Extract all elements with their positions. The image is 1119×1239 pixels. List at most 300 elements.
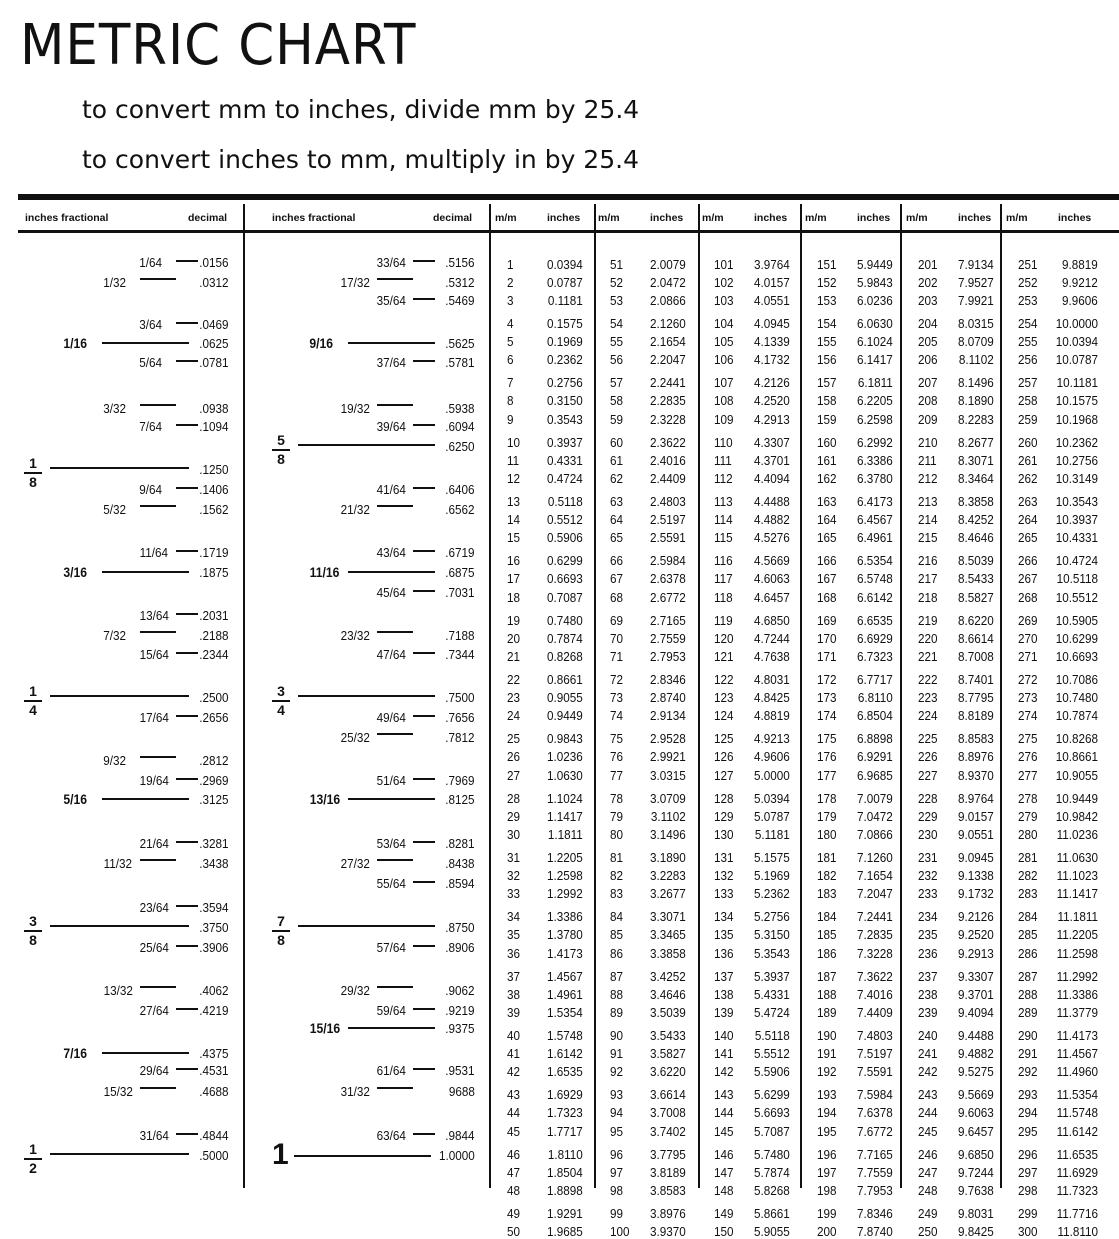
inch-value: 6.0236: [857, 292, 893, 308]
fraction-label: 47/64: [376, 647, 406, 662]
leader-line: [413, 487, 435, 489]
mm-value: 85: [610, 927, 624, 943]
leader-line: [298, 444, 435, 446]
mm-value: 252: [1018, 274, 1038, 290]
inch-value: 3.1890: [650, 849, 686, 865]
inch-value: 10.5118: [1056, 571, 1098, 587]
inch-value: 11.2992: [1056, 968, 1098, 984]
mm-value: 186: [817, 945, 837, 961]
stacked-fraction: [24, 684, 42, 718]
fraction-label: 7/32: [103, 628, 127, 643]
mm-value: 172: [817, 671, 837, 687]
inch-value: 2.8740: [650, 690, 686, 706]
inch-value: 3.7008: [650, 1105, 686, 1121]
inch-value: 3.9764: [754, 256, 790, 272]
inch-value: 7.4803: [857, 1027, 893, 1043]
inch-value: 10.5905: [1055, 612, 1098, 628]
leader-line: [413, 590, 435, 592]
mm-value: 188: [817, 986, 837, 1002]
inch-value: 1.2598: [547, 868, 583, 884]
leader-line: [102, 798, 189, 800]
mm-value: 149: [714, 1205, 734, 1221]
leader-line: [377, 278, 413, 280]
fraction-label: 41/64: [376, 482, 406, 497]
inch-value: 8.3071: [958, 452, 994, 468]
mm-value: 291: [1018, 1046, 1038, 1062]
decimal-value: .8438: [445, 856, 475, 871]
inch-value: 9.7638: [958, 1182, 994, 1198]
inch-value: 0.2756: [547, 375, 583, 391]
inch-value: 4.6850: [754, 612, 790, 628]
fraction-label: 23/64: [139, 900, 169, 915]
leader-line: [348, 1027, 435, 1029]
leader-line: [102, 342, 189, 344]
mm-value: 276: [1018, 749, 1038, 765]
mm-value: 264: [1018, 512, 1038, 528]
inch-value: 5.1181: [755, 826, 790, 842]
inch-value: 9.1732: [958, 886, 994, 902]
fraction-label: 61/64: [376, 1063, 406, 1078]
inch-value: 1.4173: [547, 945, 583, 961]
mm-value: 48: [507, 1182, 521, 1198]
mm-value: 153: [817, 292, 837, 308]
leader-line: [294, 1155, 431, 1157]
inch-value: 10.3937: [1055, 512, 1098, 528]
fraction-label: 1/64: [139, 255, 163, 270]
mm-value: 207: [918, 375, 938, 391]
stacked-fraction: [24, 1142, 42, 1176]
inch-value: 0.3937: [547, 434, 583, 450]
inch-value: 7.1260: [857, 849, 893, 865]
header-inches: inches: [547, 212, 581, 224]
header-inches: inches: [857, 212, 891, 224]
inch-value: 0.5906: [547, 530, 583, 546]
leader-line: [50, 1153, 189, 1155]
mm-value: 121: [714, 648, 734, 664]
leader-line: [140, 986, 176, 988]
mm-value: 185: [817, 927, 837, 943]
leader-line: [140, 859, 176, 861]
fraction-denominator: 8: [277, 932, 285, 948]
inch-value: 5.5118: [755, 1027, 790, 1043]
mm-value: 18: [507, 589, 521, 605]
inch-value: 5.7480: [754, 1146, 790, 1162]
inch-value: 10.6299: [1055, 630, 1098, 646]
mm-value: 202: [918, 274, 938, 290]
mm-value: 290: [1018, 1027, 1038, 1043]
inch-value: 8.9764: [958, 790, 994, 806]
mm-value: 39: [507, 1004, 521, 1020]
fraction-label: 3/16: [63, 565, 87, 580]
mm-value: 236: [918, 945, 938, 961]
mm-value: 269: [1018, 612, 1038, 628]
mm-value: 262: [1018, 470, 1038, 486]
decimal-value: .6406: [445, 482, 475, 497]
mm-value: 135: [714, 927, 734, 943]
inch-value: 4.0945: [754, 315, 790, 331]
decimal-value: .3594: [199, 900, 229, 915]
mm-value: 205: [918, 334, 938, 350]
decimal-value: .4219: [199, 1003, 229, 1018]
inch-value: 10.4724: [1055, 553, 1098, 569]
mm-value: 189: [817, 1004, 837, 1020]
fraction-label: 1/16: [63, 336, 87, 351]
inch-value: 2.4803: [650, 493, 686, 509]
inch-value: 0.9055: [547, 690, 583, 706]
mm-value: 267: [1018, 571, 1038, 587]
leader-line: [140, 1087, 176, 1089]
inch-value: 11.3386: [1056, 986, 1098, 1002]
decimal-value: .7969: [445, 773, 475, 788]
inch-value: 5.9843: [857, 274, 893, 290]
fraction-label: 31/32: [340, 1084, 370, 1099]
leader-line: [413, 881, 435, 883]
decimal-value: .7500: [445, 690, 475, 705]
inch-value: 11.4567: [1056, 1046, 1098, 1062]
inch-value: 7.8346: [857, 1205, 893, 1221]
inch-value: 5.0394: [754, 790, 790, 806]
fraction-label: 19/64: [139, 773, 169, 788]
inch-value: 8.8189: [958, 708, 994, 724]
leader-line: [413, 778, 435, 780]
decimal-value: .8750: [445, 920, 475, 935]
mm-value: 66: [610, 553, 624, 569]
inch-value: 6.0630: [857, 315, 893, 331]
inch-value: 2.9134: [650, 708, 686, 724]
inch-value: 10.2362: [1055, 434, 1098, 450]
mm-value: 191: [817, 1046, 837, 1062]
inch-value: 10.9449: [1055, 790, 1098, 806]
decimal-value: .0625: [199, 336, 229, 351]
inch-value: 8.4252: [958, 512, 994, 528]
inch-value: 0.3543: [547, 411, 583, 427]
mm-value: 242: [918, 1064, 938, 1080]
mm-value: 150: [714, 1224, 734, 1239]
decimal-value: .9219: [445, 1003, 475, 1018]
instruction-mm-to-inches: to convert mm to inches, divide mm by 25.4: [82, 95, 640, 124]
decimal-value: .0781: [199, 355, 229, 370]
inch-value: 8.3858: [958, 493, 994, 509]
mm-value: 34: [507, 909, 521, 925]
inch-value: 9.4488: [958, 1027, 994, 1043]
mm-value: 268: [1018, 589, 1038, 605]
mm-value: 174: [817, 708, 837, 724]
inch-value: 6.6929: [857, 630, 893, 646]
mm-value: 273: [1018, 690, 1038, 706]
inch-value: 6.1811: [858, 375, 893, 391]
leader-line: [176, 1008, 198, 1010]
mm-value: 284: [1018, 909, 1038, 925]
fraction-denominator: 4: [277, 702, 285, 718]
inch-value: 9.6457: [958, 1123, 994, 1139]
mm-value: 187: [817, 968, 837, 984]
inch-value: 1.5748: [547, 1027, 583, 1043]
mm-value: 84: [610, 909, 624, 925]
stacked-fraction: [24, 914, 42, 948]
leader-line: [50, 467, 189, 469]
fraction-label: 15/16: [309, 1021, 341, 1036]
leader-line: [176, 487, 198, 489]
decimal-value: .0312: [199, 275, 229, 290]
mm-value: 138: [714, 986, 734, 1002]
inch-value: 5.7087: [754, 1123, 790, 1139]
decimal-value: .0938: [199, 401, 229, 416]
inch-value: 5.3543: [754, 945, 790, 961]
mm-value: 176: [817, 749, 837, 765]
mm-value: 47: [507, 1164, 521, 1180]
mm-value: 99: [610, 1205, 624, 1221]
fraction-label: 15/32: [103, 1084, 133, 1099]
mm-value: 146: [714, 1146, 734, 1162]
inch-value: 10.3149: [1055, 470, 1098, 486]
mm-value: 126: [714, 749, 734, 765]
decimal-value: .1875: [199, 565, 229, 580]
mm-value: 114: [714, 512, 733, 528]
mm-value: 210: [918, 434, 938, 450]
page-title: METRIC CHART: [20, 13, 417, 78]
leader-line: [102, 1052, 189, 1054]
mm-value: 237: [918, 968, 938, 984]
inch-value: 5.5906: [754, 1064, 790, 1080]
inch-value: 6.4961: [857, 530, 893, 546]
leader-line: [176, 841, 198, 843]
decimal-value: .5781: [445, 355, 475, 370]
header-inches-fractional: inches fractional: [272, 212, 356, 224]
mm-value: 145: [714, 1123, 734, 1139]
mm-value: 105: [714, 334, 734, 350]
mm-value: 40: [507, 1027, 521, 1043]
decimal-value: .7656: [445, 710, 475, 725]
fraction-denominator: 8: [277, 451, 285, 467]
mm-value: 246: [918, 1146, 938, 1162]
mm-value: 35: [507, 927, 521, 943]
mm-value: 233: [918, 886, 938, 902]
inch-value: 11.5748: [1056, 1105, 1098, 1121]
inch-value: 6.2598: [857, 411, 893, 427]
inch-value: 4.3307: [754, 434, 790, 450]
leader-line: [377, 631, 413, 633]
fraction-label: 57/64: [376, 940, 406, 955]
leader-line: [176, 715, 198, 717]
mm-value: 91: [610, 1046, 624, 1062]
mm-value: 31: [507, 849, 521, 865]
mm-value: 37: [507, 968, 521, 984]
inch-value: 11.1023: [1056, 868, 1098, 884]
inch-value: 4.2520: [754, 393, 790, 409]
inch-value: 8.2283: [958, 411, 994, 427]
header-mm: m/m: [805, 212, 827, 224]
mm-value: 54: [610, 315, 624, 331]
mm-value: 70: [610, 630, 624, 646]
mm-value: 281: [1018, 849, 1038, 865]
mm-value: 81: [610, 849, 624, 865]
inch-value: 5.1575: [754, 849, 790, 865]
inch-value: 4.9213: [754, 731, 790, 747]
mm-value: 263: [1018, 493, 1038, 509]
mm-value: 74: [610, 708, 624, 724]
mm-value: 95: [610, 1123, 624, 1139]
leader-line: [348, 342, 435, 344]
decimal-value: .5156: [445, 255, 475, 270]
mm-value: 169: [817, 612, 837, 628]
inch-value: 0.4724: [547, 470, 583, 486]
fraction-label: 37/64: [376, 355, 406, 370]
mm-value: 232: [918, 868, 938, 884]
leader-line: [176, 1133, 198, 1135]
inch-value: 1.2992: [547, 886, 583, 902]
inch-value: 10.2756: [1055, 452, 1098, 468]
decimal-value: .5000: [199, 1148, 229, 1163]
inch-value: 3.4252: [650, 968, 686, 984]
leader-line: [413, 298, 435, 300]
fraction-numerator: 7: [277, 913, 285, 929]
mm-value: 300: [1018, 1224, 1038, 1239]
mm-value: 193: [817, 1087, 837, 1103]
mm-value: 22: [507, 671, 521, 687]
header-decimal: decimal: [188, 212, 228, 224]
inch-value: 3.2677: [650, 886, 686, 902]
mm-value: 203: [918, 292, 938, 308]
fraction-label: 27/32: [340, 856, 370, 871]
mm-value: 97: [610, 1164, 624, 1180]
inch-value: 0.6693: [547, 571, 583, 587]
mm-value: 299: [1018, 1205, 1038, 1221]
inch-value: 8.1496: [958, 375, 994, 391]
mm-value: 212: [918, 470, 938, 486]
mm-value: 184: [817, 909, 837, 925]
inch-value: 1.6142: [547, 1046, 583, 1062]
mm-value: 271: [1018, 648, 1038, 664]
mm-value: 102: [714, 274, 734, 290]
inch-value: 4.4488: [754, 493, 790, 509]
inch-value: 6.8898: [857, 731, 893, 747]
inch-value: 8.7795: [958, 690, 994, 706]
decimal-value: .1094: [199, 419, 229, 434]
inch-value: 9.3307: [958, 968, 994, 984]
mm-value: 108: [714, 393, 734, 409]
inch-value: 6.9291: [857, 749, 893, 765]
header-mm: m/m: [906, 212, 928, 224]
fraction-label: 33/64: [376, 255, 406, 270]
mm-value: 92: [610, 1064, 624, 1080]
inch-value: 4.8819: [754, 708, 790, 724]
inch-value: 7.3228: [857, 945, 893, 961]
inch-value: 5.3150: [754, 927, 790, 943]
inch-value: 9.7244: [958, 1164, 994, 1180]
inch-value: 2.2047: [650, 352, 686, 368]
mm-value: 211: [918, 452, 937, 468]
mm-value: 11: [507, 452, 520, 468]
fraction-label: 1/32: [103, 275, 127, 290]
mm-value: 132: [714, 868, 734, 884]
mm-value: 112: [714, 470, 733, 486]
inch-value: 6.3386: [857, 452, 893, 468]
mm-value: 96: [610, 1146, 624, 1162]
mm-value: 122: [714, 671, 734, 687]
decimal-value: .2344: [199, 647, 229, 662]
inch-value: 4.1732: [754, 352, 790, 368]
mm-value: 148: [714, 1182, 734, 1198]
mm-value: 230: [918, 826, 938, 842]
mm-value: 266: [1018, 553, 1038, 569]
inch-value: 4.4094: [754, 470, 790, 486]
mm-value: 141: [714, 1046, 734, 1062]
mm-value: 71: [610, 648, 624, 664]
mm-value: 214: [918, 512, 938, 528]
fraction-label: 19/32: [340, 401, 370, 416]
inch-value: 2.1260: [650, 315, 686, 331]
inch-value: 11.6929: [1056, 1164, 1098, 1180]
stacked-fraction: [272, 684, 290, 718]
mm-value: 7: [507, 375, 514, 391]
fraction-label: 11/16: [309, 565, 340, 580]
leader-line: [176, 1068, 198, 1070]
inch-value: 7.0079: [857, 790, 893, 806]
mm-value: 270: [1018, 630, 1038, 646]
mm-value: 67: [610, 571, 624, 587]
inch-value: 4.8031: [754, 671, 790, 687]
inch-value: 5.5512: [754, 1046, 790, 1062]
inch-value: 9.5275: [958, 1064, 994, 1080]
inch-value: 9.3701: [958, 986, 994, 1002]
mm-value: 89: [610, 1004, 624, 1020]
inch-value: 5.6693: [754, 1105, 790, 1121]
leader-line: [413, 841, 435, 843]
mm-value: 134: [714, 909, 734, 925]
header-inches: inches: [958, 212, 992, 224]
inch-value: 6.2992: [857, 434, 893, 450]
inch-value: 1.3386: [547, 909, 583, 925]
header-mm: m/m: [702, 212, 724, 224]
mm-value: 53: [610, 292, 624, 308]
leader-line: [176, 778, 198, 780]
leader-line: [413, 424, 435, 426]
mm-value: 128: [714, 790, 734, 806]
decimal-value: .7812: [445, 730, 475, 745]
mm-value: 250: [918, 1224, 938, 1239]
mm-value: 293: [1018, 1087, 1038, 1103]
header-mm: m/m: [495, 212, 517, 224]
inch-value: 0.8661: [547, 671, 583, 687]
decimal-value: .3438: [199, 856, 229, 871]
mm-value: 42: [507, 1064, 521, 1080]
decimal-value: .8906: [445, 940, 475, 955]
decimal-value: .0469: [199, 317, 229, 332]
inch-value: 5.0787: [754, 808, 790, 824]
inch-value: 5.8268: [754, 1182, 790, 1198]
leader-line: [413, 1008, 435, 1010]
leader-line: [413, 360, 435, 362]
header-decimal: decimal: [433, 212, 473, 224]
inch-value: 9.0157: [958, 808, 994, 824]
decimal-value: .6719: [445, 545, 475, 560]
inch-value: 3.3858: [650, 945, 686, 961]
inch-value: 8.7401: [958, 671, 994, 687]
mm-value: 45: [507, 1123, 521, 1139]
mm-value: 25: [507, 731, 521, 747]
mm-value: 201: [918, 256, 938, 272]
stacked-fraction: [272, 433, 290, 467]
leader-line: [413, 550, 435, 552]
mm-value: 218: [918, 589, 938, 605]
mm-value: 254: [1018, 315, 1038, 331]
inch-value: 10.4331: [1055, 530, 1098, 546]
inch-value: 8.5433: [958, 571, 994, 587]
decimal-value: .1406: [199, 482, 229, 497]
mm-value: 140: [714, 1027, 734, 1043]
fraction-label: 17/32: [340, 275, 370, 290]
decimal-value: .4062: [199, 983, 229, 998]
